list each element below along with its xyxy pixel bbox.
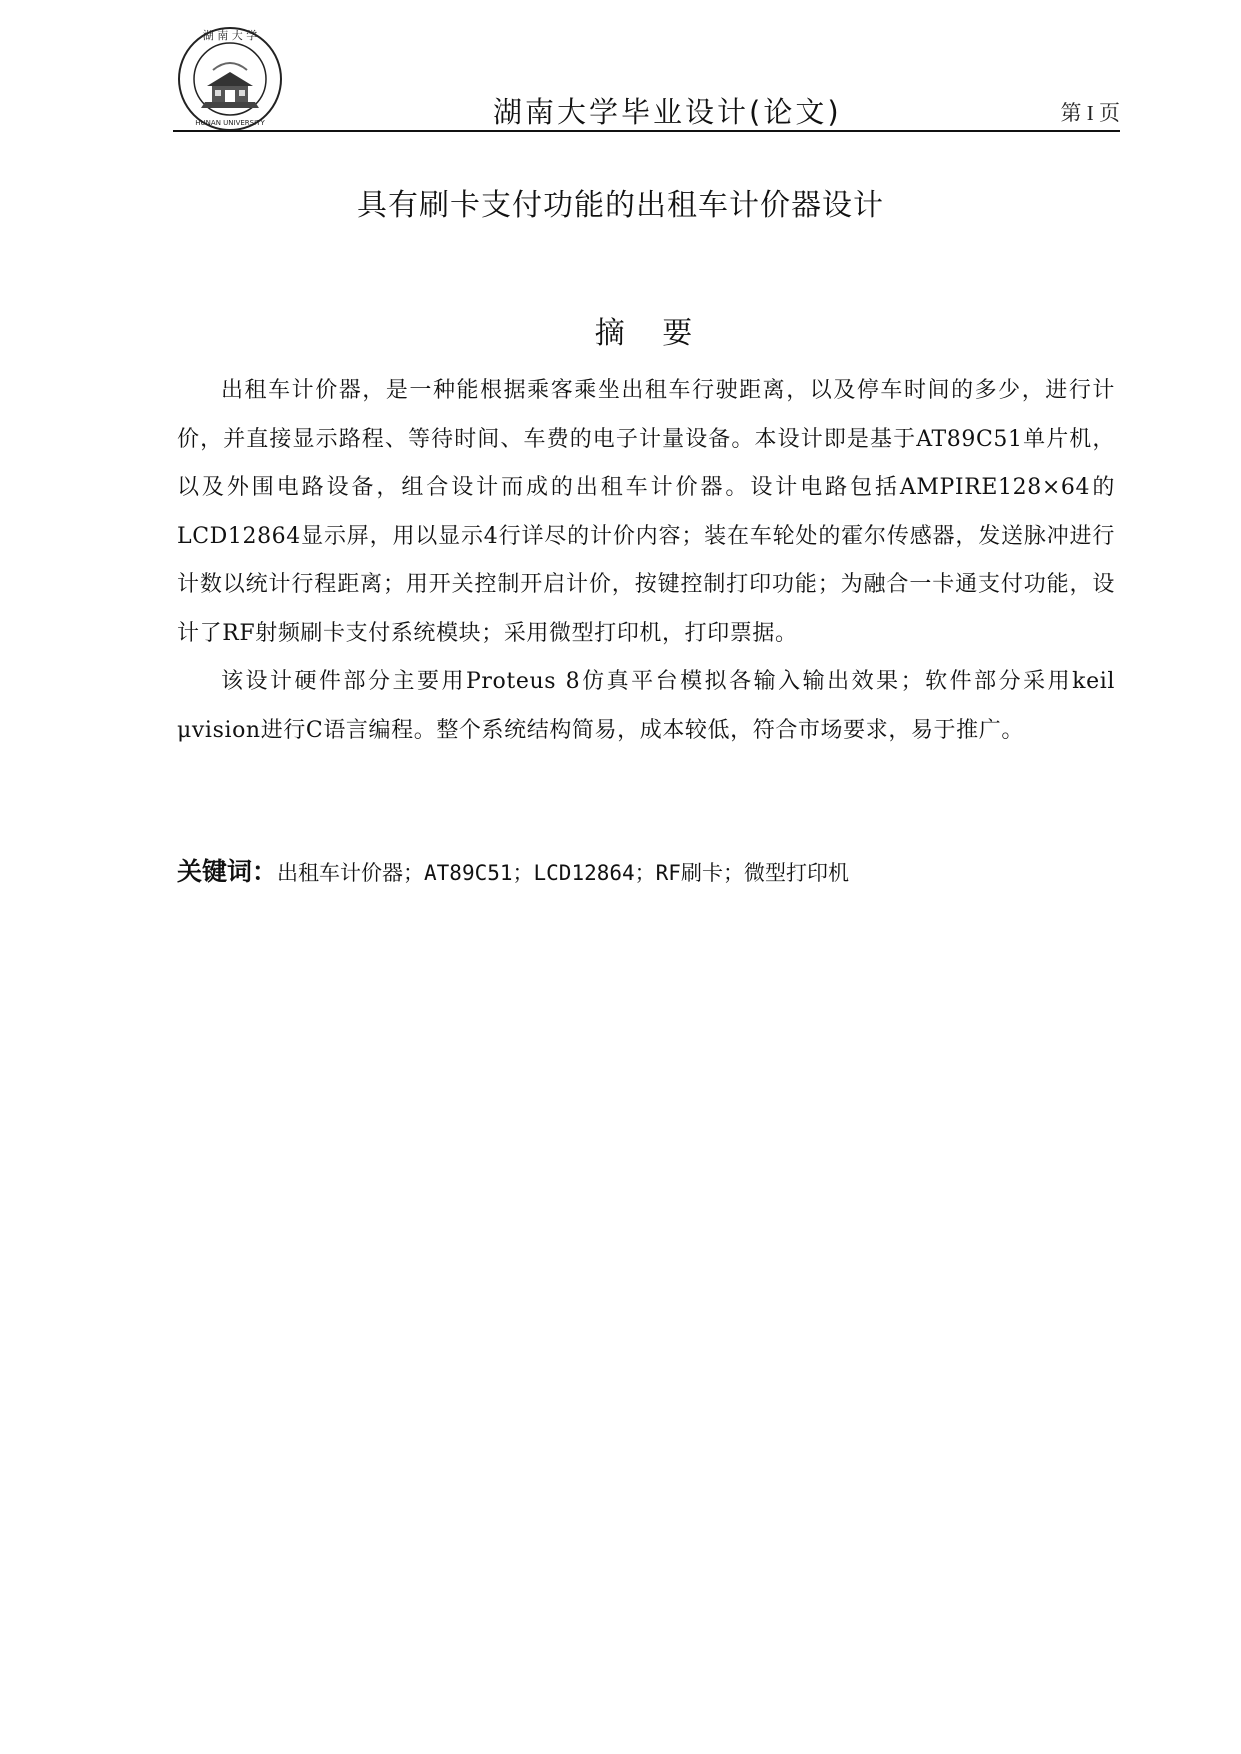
university-seal-logo [177, 26, 283, 132]
svg-text:湖 南 大 学: 湖 南 大 学 [202, 29, 258, 42]
keywords-text: 出租车计价器；AT89C51；LCD12864；RF刷卡；微型打印机 [277, 861, 849, 885]
header-title: 湖南大学毕业设计(论文) [493, 95, 842, 129]
svg-text:HUNAN UNIVERSITY: HUNAN UNIVERSITY [195, 119, 265, 127]
header-divider [173, 130, 1120, 132]
keywords-line [177, 852, 1115, 888]
abstract-body [177, 367, 1115, 755]
page-header [173, 18, 1120, 132]
abstract-heading: 摘 要 [594, 316, 707, 351]
keywords-label: 关键词： [177, 857, 278, 886]
thesis-title: 具有刷卡支付功能的出租车计价器设计 [357, 188, 884, 223]
page-number: 第 I 页 [1060, 101, 1120, 125]
abstract-paragraph-2: 该设计硬件部分主要用Proteus 8仿真平台模拟各输入输出效果；软件部分采用keil μvision进行C语言编程。整个系统结构简易，成本较低，符合市场要求，易于推广。 [177, 669, 1115, 743]
abstract-paragraph-1: 出租车计价器，是一种能根据乘客乘坐出租车行驶距离，以及停车时间的多少，进行计价，并直接显示路程、等待时间、车费的电子计量设备。本设计即是基于AT89C51单片机，以及外围电路设备，组合设计而成的出租车计价器。设计电路包括AMPIRE128×64的LCD12864显示屏，用以显示4行详尽的计价内容；装在车轮处的霍尔传感器，发送脉冲进行计数以统计行程距离；用开关控制开启计价，按键控制打印功能；为融合一卡通支付功能，设计了RF射频刷卡支付系统模块；采用微型打印机，打印票据。 [177, 378, 1115, 646]
